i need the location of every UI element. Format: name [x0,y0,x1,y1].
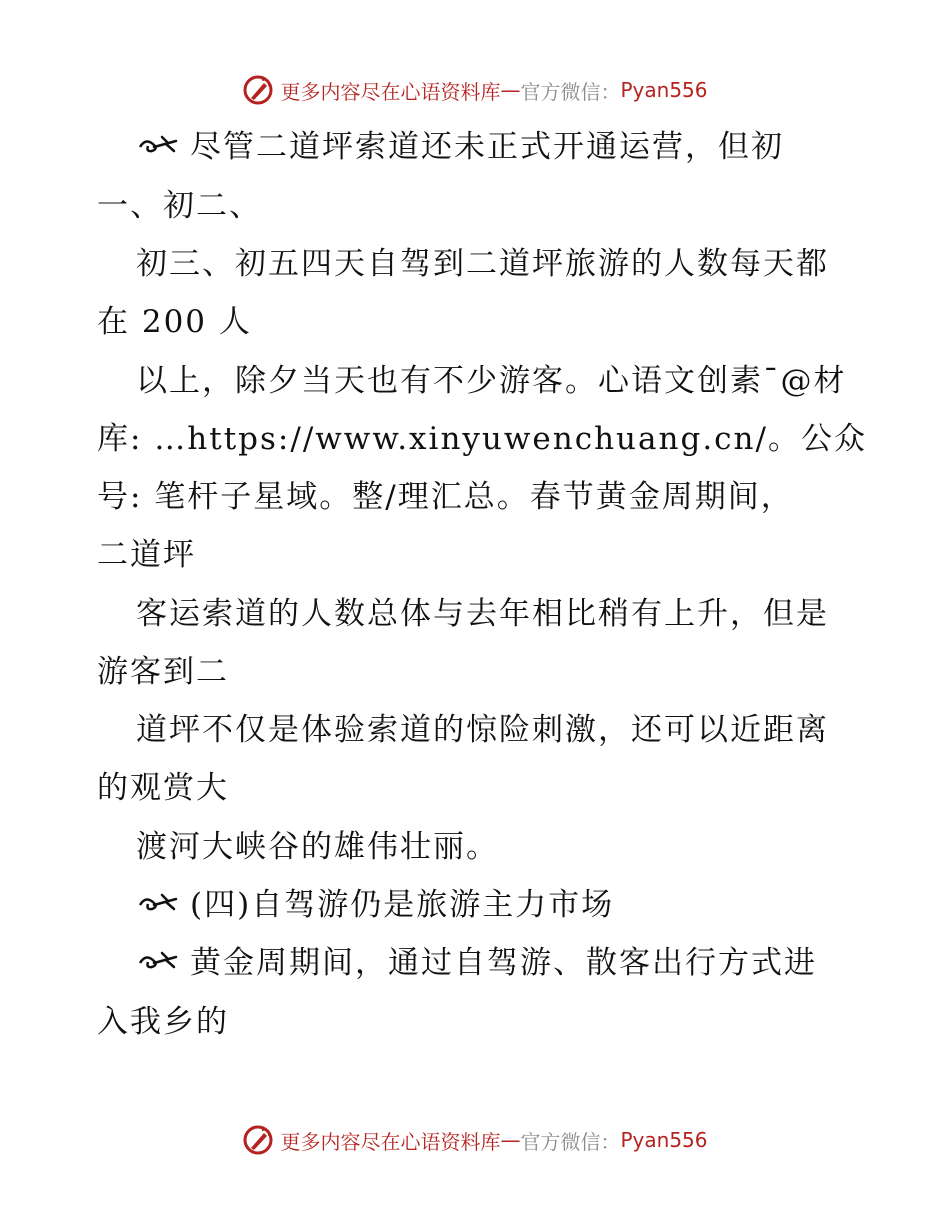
paragraph-line [136,827,499,867]
paragraph-text: 以上，除夕当天也有不少游客。心语文创素¯@材 [136,363,847,399]
paragraph-text: 尽管二道坪索道还未正式开通运营，但初 [190,129,784,165]
section-heading-text: (四)自驾游仍是旅游主力市场 [190,887,615,923]
flourish-bullet-icon [136,135,182,157]
paragraph-line [136,943,817,983]
banner-wechat-label: 官方微信： [520,1129,621,1154]
paragraph-text: 入我乡的 [97,1004,229,1040]
paragraph-text: 黄金周期间，通过自驾游、散客出行方式进 [190,945,817,981]
banner-wechat-id: Pyan556 [620,1128,708,1152]
paragraph-line [97,768,229,808]
header-banner [0,70,950,110]
paragraph-text: 一、初二、 [97,188,262,224]
paragraph-line [136,594,829,634]
quill-logo-icon [242,74,274,106]
paragraph-line [136,710,829,750]
paragraph-text: 客运索道的人数总体与去年相比稍有上升，但是 [136,596,829,632]
paragraph-text: 库: …https://www.xinyuwenchuang.cn/。公众 [97,421,867,457]
paragraph-line [97,302,252,342]
paragraph-line [97,535,196,575]
quill-logo-icon [242,1124,274,1156]
banner-main-text: 更多内容尽在心语资料库 [280,79,501,104]
paragraph-line [136,361,847,401]
paragraph-text: 渡河大峡谷的雄伟壮丽。 [136,829,499,865]
flourish-bullet-icon [136,893,182,915]
paragraph-line [97,419,867,459]
banner-main-text: 更多内容尽在心语资料库 [280,1129,501,1154]
section-heading-line [136,885,614,925]
paragraph-text: 的观赏大 [97,770,229,806]
paragraph-line [97,1002,229,1042]
banner-separator: — [500,78,521,102]
flourish-bullet-icon [136,951,182,973]
paragraph-text: 在 200 人 [97,304,252,340]
paragraph-line [97,186,262,226]
paragraph-text: 游客到二 [97,654,229,690]
paragraph-line [97,652,229,692]
paragraph-line [136,244,829,284]
paragraph-text: 道坪不仅是体验索道的惊险刺激，还可以近距离 [136,712,829,748]
paragraph-text: 二道坪 [97,537,196,573]
banner-separator: — [500,1128,521,1152]
banner-wechat-id: Pyan556 [620,78,708,102]
footer-banner [0,1120,950,1160]
paragraph-text: 初三、初五四天自驾到二道坪旅游的人数每天都 [136,246,829,282]
paragraph-text: 号: 笔杆子星域。整/理汇总。春节黄金周期间， [97,479,794,515]
paragraph-line [97,477,794,517]
paragraph-line [136,127,784,167]
banner-wechat-label: 官方微信： [520,79,621,104]
